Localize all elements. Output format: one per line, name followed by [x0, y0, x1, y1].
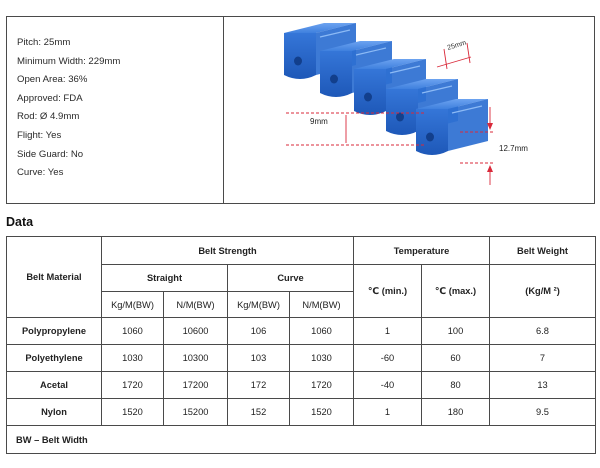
temp-max-cell: 80: [422, 372, 490, 399]
straight-kgm-cell: 1520: [102, 399, 164, 426]
header-temp-min: ℃ (min.): [354, 265, 422, 318]
curve-kgm-cell: 172: [228, 372, 290, 399]
belt-data-table: [6, 236, 596, 454]
curve-nm-cell: 1520: [290, 399, 354, 426]
spec-side-guard: Side Guard: No: [17, 148, 84, 160]
header-curve: Curve: [228, 265, 354, 292]
height-right-label: 12.7mm: [499, 144, 528, 153]
header-belt-strength: Belt Strength: [102, 237, 354, 265]
straight-kgm-cell: 1060: [102, 318, 164, 345]
curve-nm-cell: 1060: [290, 318, 354, 345]
spec-flight: Flight: Yes: [17, 129, 62, 141]
spec-pitch: Pitch: 25mm: [17, 37, 71, 48]
straight-kgm-cell: 1720: [102, 372, 164, 399]
weight-cell: 9.5: [490, 399, 596, 426]
pitch-label: 25mm: [446, 39, 468, 52]
weight-cell: 7: [490, 345, 596, 372]
belt-link: [416, 99, 488, 155]
curve-nm-cell: 1030: [290, 345, 354, 372]
header-belt-weight: Belt Weight: [490, 237, 596, 265]
material-cell: Polyethylene: [7, 345, 102, 372]
curve-nm-cell: 1720: [290, 372, 354, 399]
table-row: [7, 345, 596, 372]
material-cell: Nylon: [7, 399, 102, 426]
belt-module-diagram: [224, 17, 595, 203]
weight-cell: 13: [490, 372, 596, 399]
height-left-label: 9mm: [310, 117, 328, 126]
straight-nm-cell: 17200: [164, 372, 228, 399]
straight-nm-cell: 10600: [164, 318, 228, 345]
spec-minimum-width: Minimum Width: 229mm: [17, 55, 121, 67]
header-straight-kgm: Kg/M(BW): [102, 292, 164, 318]
temp-min-cell: 1: [354, 318, 422, 345]
header-straight-nm: N/M(BW): [164, 292, 228, 318]
spec-box: [6, 16, 595, 204]
material-cell: Polypropylene: [7, 318, 102, 345]
header-temperature: Temperature: [354, 237, 490, 265]
header-weight-unit: (Kg/M ²): [490, 265, 596, 318]
temp-max-cell: 180: [422, 399, 490, 426]
curve-kgm-cell: 106: [228, 318, 290, 345]
table-row: [7, 372, 596, 399]
curve-kgm-cell: 152: [228, 399, 290, 426]
spec-curve: Curve: Yes: [17, 167, 64, 179]
temp-min-cell: 1: [354, 399, 422, 426]
temp-max-cell: 100: [422, 318, 490, 345]
header-curve-nm: N/M(BW): [290, 292, 354, 318]
material-cell: Acetal: [7, 372, 102, 399]
temp-max-cell: 60: [422, 345, 490, 372]
straight-nm-cell: 15200: [164, 399, 228, 426]
header-straight: Straight: [102, 265, 228, 292]
header-temp-max: ℃ (max.): [422, 265, 490, 318]
straight-kgm-cell: 1030: [102, 345, 164, 372]
table-row: [7, 399, 596, 426]
spec-rod: Rod: Ø 4.9mm: [17, 111, 80, 123]
section-title: Data: [6, 215, 34, 229]
table-footnote: BW – Belt Width: [7, 426, 596, 454]
temp-min-cell: -40: [354, 372, 422, 399]
straight-nm-cell: 10300: [164, 345, 228, 372]
spec-open-area: Open Area: 36%: [17, 74, 88, 86]
spec-list: [17, 34, 120, 183]
temp-min-cell: -60: [354, 345, 422, 372]
table-row: [7, 318, 596, 345]
header-belt-material: Belt Material: [7, 237, 102, 318]
curve-kgm-cell: 103: [228, 345, 290, 372]
weight-cell: 6.8: [490, 318, 596, 345]
spec-approved: Approved: FDA: [17, 92, 83, 104]
header-curve-kgm: Kg/M(BW): [228, 292, 290, 318]
